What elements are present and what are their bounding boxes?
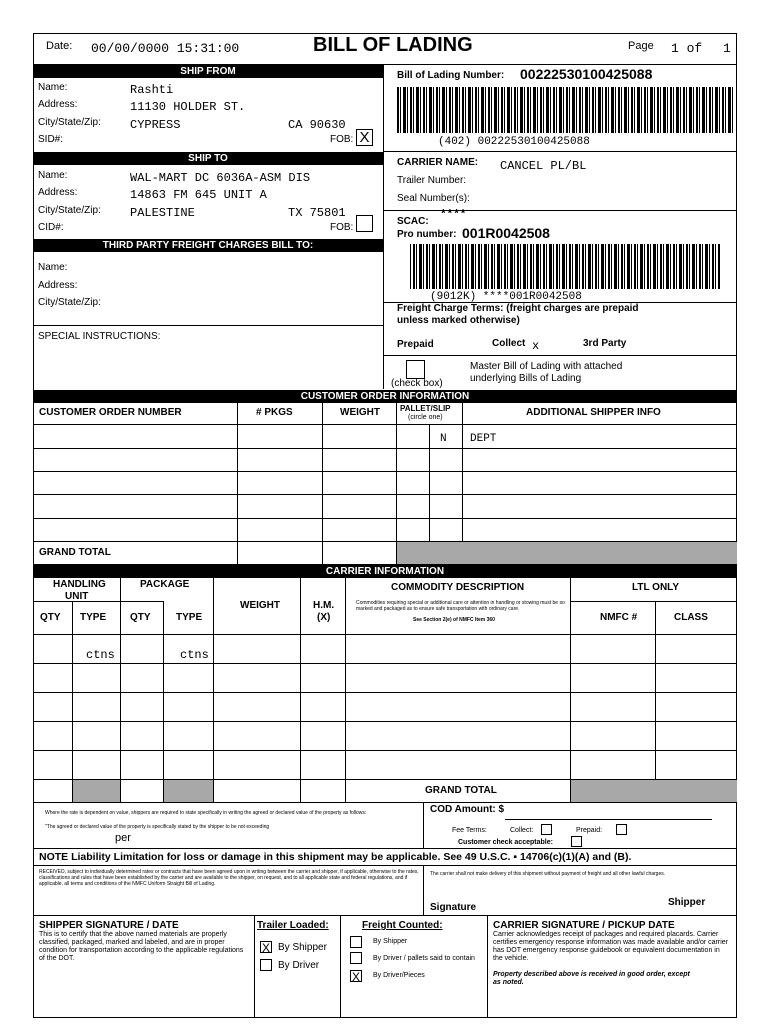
fee-collect-label: Collect:: [510, 827, 534, 834]
page-title: BILL OF LADING: [313, 34, 473, 56]
row-pallet-value: N: [440, 433, 447, 445]
divider: [33, 802, 737, 803]
handling-unit-label-2: UNIT: [65, 591, 89, 602]
rate-text: Where the rate is dependent on value, shippers are required to state specifically in writing the agreed or declared value of the property as follows:: [45, 810, 367, 816]
qty-label: QTY: [40, 612, 61, 623]
carrier-name-label: CARRIER NAME:: [397, 157, 479, 168]
ship-from-city: CYPRESS: [130, 118, 181, 132]
col-weight: WEIGHT: [340, 407, 380, 418]
fc-by-driver-pallets-label: By Driver / pallets said to contain: [373, 955, 475, 962]
divider: [213, 578, 214, 802]
third-party-name-label: Name:: [38, 262, 68, 273]
page-label: Page: [628, 40, 654, 52]
divider: [120, 578, 121, 802]
commodity-description-label: COMMODITY DESCRIPTION: [391, 582, 525, 593]
col-pallet-slip: PALLET/SLIP: [400, 404, 451, 413]
freight-counted-label: Freight Counted:: [362, 920, 443, 931]
ship-to-city: PALESTINE: [130, 206, 195, 220]
fc-by-driver-pallets-checkbox[interactable]: [350, 952, 362, 964]
divider: [33, 325, 383, 326]
cod-amount-line: [505, 819, 712, 820]
bol-number-label: Bill of Lading Number:: [397, 70, 505, 81]
type-label: TYPE: [80, 612, 107, 623]
bol-number: 00222530100425088: [520, 66, 653, 82]
divider: [322, 403, 323, 564]
hm-label-2: (X): [317, 612, 331, 623]
bol-barcode: [397, 87, 733, 133]
ship-to-cid-label: CID#:: [38, 222, 64, 233]
ship-from-csz-label: City/State/Zip:: [38, 117, 101, 128]
special-instructions-label: SPECIAL INSTRUCTIONS:: [38, 331, 161, 342]
col-pallet-sub: (circle one): [408, 414, 443, 421]
ship-to-csz-label: City/State/Zip:: [38, 205, 101, 216]
pro-number-label: Pro number:: [397, 229, 457, 240]
cod-amount-label: COD Amount: $: [430, 804, 505, 815]
ltl-only-label: LTL ONLY: [632, 582, 680, 593]
shaded-cell: [571, 780, 737, 802]
qty-label-2: QTY: [130, 612, 151, 623]
ship-to-fob-label: FOB:: [330, 222, 354, 233]
fee-collect-checkbox[interactable]: [541, 824, 552, 835]
divider: [33, 848, 737, 849]
shipper-signature-text: This is to certify that the above named materials are properly classified, packaged, marked and labeled, and are in proper condition for transportation according to the applicable regulations of the DOT.: [39, 931, 244, 962]
ship-from-sid-label: SID#:: [38, 134, 64, 145]
divider: [33, 471, 737, 472]
divider: [429, 424, 430, 541]
divider: [33, 634, 737, 635]
divider: [33, 721, 737, 722]
divider: [33, 750, 737, 751]
carrier-signature-title: CARRIER SIGNATURE / PICKUP DATE: [493, 920, 675, 931]
third-party-csz-label: City/State/Zip:: [38, 297, 101, 308]
divider: [300, 578, 301, 802]
divider: [237, 403, 238, 564]
by-driver-checkbox[interactable]: [260, 959, 272, 971]
master-bol-text: Master Bill of Lading with attached: [470, 361, 623, 372]
fc-by-driver-pieces-checkbox[interactable]: X: [351, 970, 360, 984]
hm-label: H.M.: [313, 600, 335, 611]
col-additional-info: ADDITIONAL SHIPPER INFO: [526, 407, 661, 418]
divider: [423, 802, 424, 848]
handling-unit-label: HANDLING: [53, 579, 106, 590]
by-driver-label: By Driver: [278, 960, 320, 971]
divider: [33, 601, 163, 602]
package-label: PACKAGE: [140, 579, 190, 590]
signature-label: Signature: [430, 902, 477, 913]
divider: [33, 692, 737, 693]
divider: [72, 601, 73, 802]
ship-from-heading: SHIP FROM: [33, 65, 383, 78]
master-bol-text-2: underlying Bills of Lading: [470, 373, 582, 384]
commodity-note: Commodities requiring special or additional care or attention in handling or stowing must be so marked and packaged as to ensure safe transportation with ordinary care.: [356, 600, 565, 612]
fee-terms-label: Fee Terms:: [452, 827, 487, 834]
trailer-number-label: Trailer Number:: [397, 175, 467, 186]
bol-barcode-text: (402) 00222530100425088: [438, 136, 590, 148]
divider: [570, 578, 571, 802]
scac-value: ****: [440, 209, 467, 221]
divider: [33, 448, 737, 449]
pro-number: 001R0042508: [462, 225, 550, 241]
page-value: 1 of: [671, 41, 703, 56]
trailer-loaded-label: Trailer Loaded:: [257, 920, 329, 931]
freight-terms-text: Freight Charge Terms: (freight charges are prepaid: [397, 303, 639, 314]
master-bol-checkbox[interactable]: [406, 360, 425, 379]
divider: [383, 210, 737, 211]
ship-to-state-zip: TX 75801: [288, 206, 346, 220]
ship-from-name: Rashti: [130, 83, 174, 97]
ship-to-fob-checkbox[interactable]: [356, 215, 373, 232]
divider: [570, 601, 737, 602]
class-label: CLASS: [674, 612, 708, 623]
divider: [254, 915, 255, 1018]
freight-terms-text-2: unless marked otherwise): [397, 315, 520, 326]
divider: [33, 865, 737, 866]
divider: [33, 663, 737, 664]
check-box-label: (check box): [391, 378, 443, 389]
divider: [33, 518, 737, 519]
date-label: Date:: [46, 40, 73, 52]
carrier-delivery-text: The carrier shall not make delivery of this shipment without payment of freight and all other lawful charges.: [430, 871, 666, 877]
rate-text-2: "The agreed or declared value of the property is specifically stated by the shipper to be not exceeding: [45, 824, 270, 830]
fc-by-shipper-checkbox[interactable]: [350, 936, 362, 948]
divider: [33, 494, 737, 495]
carrier-info-heading: CARRIER INFORMATION: [33, 565, 737, 578]
ship-to-name: WAL-MART DC 6036A-ASM DIS: [130, 171, 311, 185]
shaded-cell: [73, 780, 120, 802]
divider: [33, 424, 737, 425]
carrier-name: CANCEL PL/BL: [500, 159, 587, 173]
fc-by-driver-pieces-label: By Driver/Pieces: [373, 972, 425, 979]
third-party-heading: THIRD PARTY FREIGHT CHARGES BILL TO:: [33, 239, 383, 252]
divider: [383, 64, 384, 389]
seal-number-label: Seal Number(s):: [397, 193, 470, 204]
customer-check-label: Customer check acceptable:: [458, 839, 553, 846]
collect-mark[interactable]: x: [532, 339, 540, 353]
divider: [33, 915, 737, 916]
shaded-cell: [164, 780, 213, 802]
divider: [340, 915, 341, 1018]
rate-per: per: [115, 832, 131, 844]
divider: [462, 403, 463, 541]
ship-to-address-label: Address:: [38, 187, 78, 198]
shipper-signature-title: SHIPPER SIGNATURE / DATE: [39, 920, 179, 931]
shipper-label: Shipper: [668, 897, 706, 908]
col-pkgs: # PKGS: [256, 407, 293, 418]
collect-label: Collect: [492, 338, 526, 349]
page-total: 1: [723, 41, 731, 56]
ship-from-address: 11130 HOLDER ST.: [130, 100, 246, 114]
divider: [383, 355, 737, 356]
divider: [423, 865, 424, 915]
customer-order-grand-total: GRAND TOTAL: [39, 547, 111, 558]
pro-barcode-text: (9012K) ****001R0042508: [430, 291, 582, 303]
commodity-note-2: See Section 2(e) of NMFC Item 360: [413, 617, 495, 623]
row-type-value-2: ctns: [180, 648, 209, 662]
shaded-cell: [397, 542, 737, 564]
customer-check-checkbox[interactable]: [571, 836, 582, 847]
ship-to-heading: SHIP TO: [33, 152, 383, 165]
ship-from-state-zip: CA 90630: [288, 118, 346, 132]
third-party-address-label: Address:: [38, 280, 78, 291]
liability-note: NOTE Liability Limitation for loss or damage in this shipment may be applicable. See 49 U.S.C. ▪ 14706(c)(1)(A) and (B).: [39, 851, 632, 863]
third-party-terms-label: 3rd Party: [583, 338, 627, 349]
ship-from-name-label: Name:: [38, 82, 68, 93]
divider: [345, 578, 346, 802]
fc-by-shipper-label: By Shipper: [373, 938, 408, 945]
divider: [655, 601, 656, 802]
received-text: RECEIVED, subject to individually determined rates or contracts that have been agreed upon in writing between the carrier and shipper, if applicable, otherwise to the rates, classifications and rules that have been established by the carrier and are available to the shipper, on request, and to all applicable state and federal regulations, and if applicable, all terms and conditions of the NMFC Uniform Straight Bill of Lading.: [39, 869, 419, 887]
by-shipper-checkbox[interactable]: X: [261, 941, 270, 955]
carrier-grand-total: GRAND TOTAL: [425, 785, 497, 796]
row-additional-info: DEPT: [470, 433, 497, 445]
divider: [396, 403, 397, 564]
divider: [383, 151, 737, 152]
nmfc-label: NMFC #: [600, 612, 638, 623]
carrier-signature-text: Carrier acknowledges receipt of packages and required placards. Carrier certifies emergency response information was made available and/or carrier has DOT emergency response guidebook or equivalent documentation in the vehicle.: [493, 931, 728, 962]
fee-prepaid-checkbox[interactable]: [616, 824, 627, 835]
col-customer-order-number: CUSTOMER ORDER NUMBER: [39, 407, 182, 418]
pro-barcode: [410, 244, 720, 289]
ship-from-fob-label: FOB:: [330, 134, 354, 145]
ship-to-address: 14863 FM 645 UNIT A: [130, 188, 267, 202]
divider: [163, 601, 164, 802]
fee-prepaid-label: Prepaid:: [576, 827, 603, 834]
date-value: 00/00/0000 15:31:00: [91, 41, 240, 56]
by-shipper-label: By Shipper: [278, 942, 327, 953]
ship-to-name-label: Name:: [38, 170, 68, 181]
weight-label: WEIGHT: [240, 600, 280, 611]
ship-from-address-label: Address:: [38, 99, 78, 110]
prepaid-label: Prepaid: [397, 339, 434, 350]
ship-from-fob-checkbox[interactable]: X: [356, 129, 373, 146]
scac-label: SCAC:: [397, 216, 429, 227]
divider: [487, 915, 488, 1018]
row-type-value: ctns: [86, 648, 115, 662]
type-label-2: TYPE: [176, 612, 203, 623]
customer-order-heading: CUSTOMER ORDER INFORMATION: [33, 390, 737, 403]
carrier-note: Property described above is received in good order, except as noted.: [493, 971, 690, 986]
